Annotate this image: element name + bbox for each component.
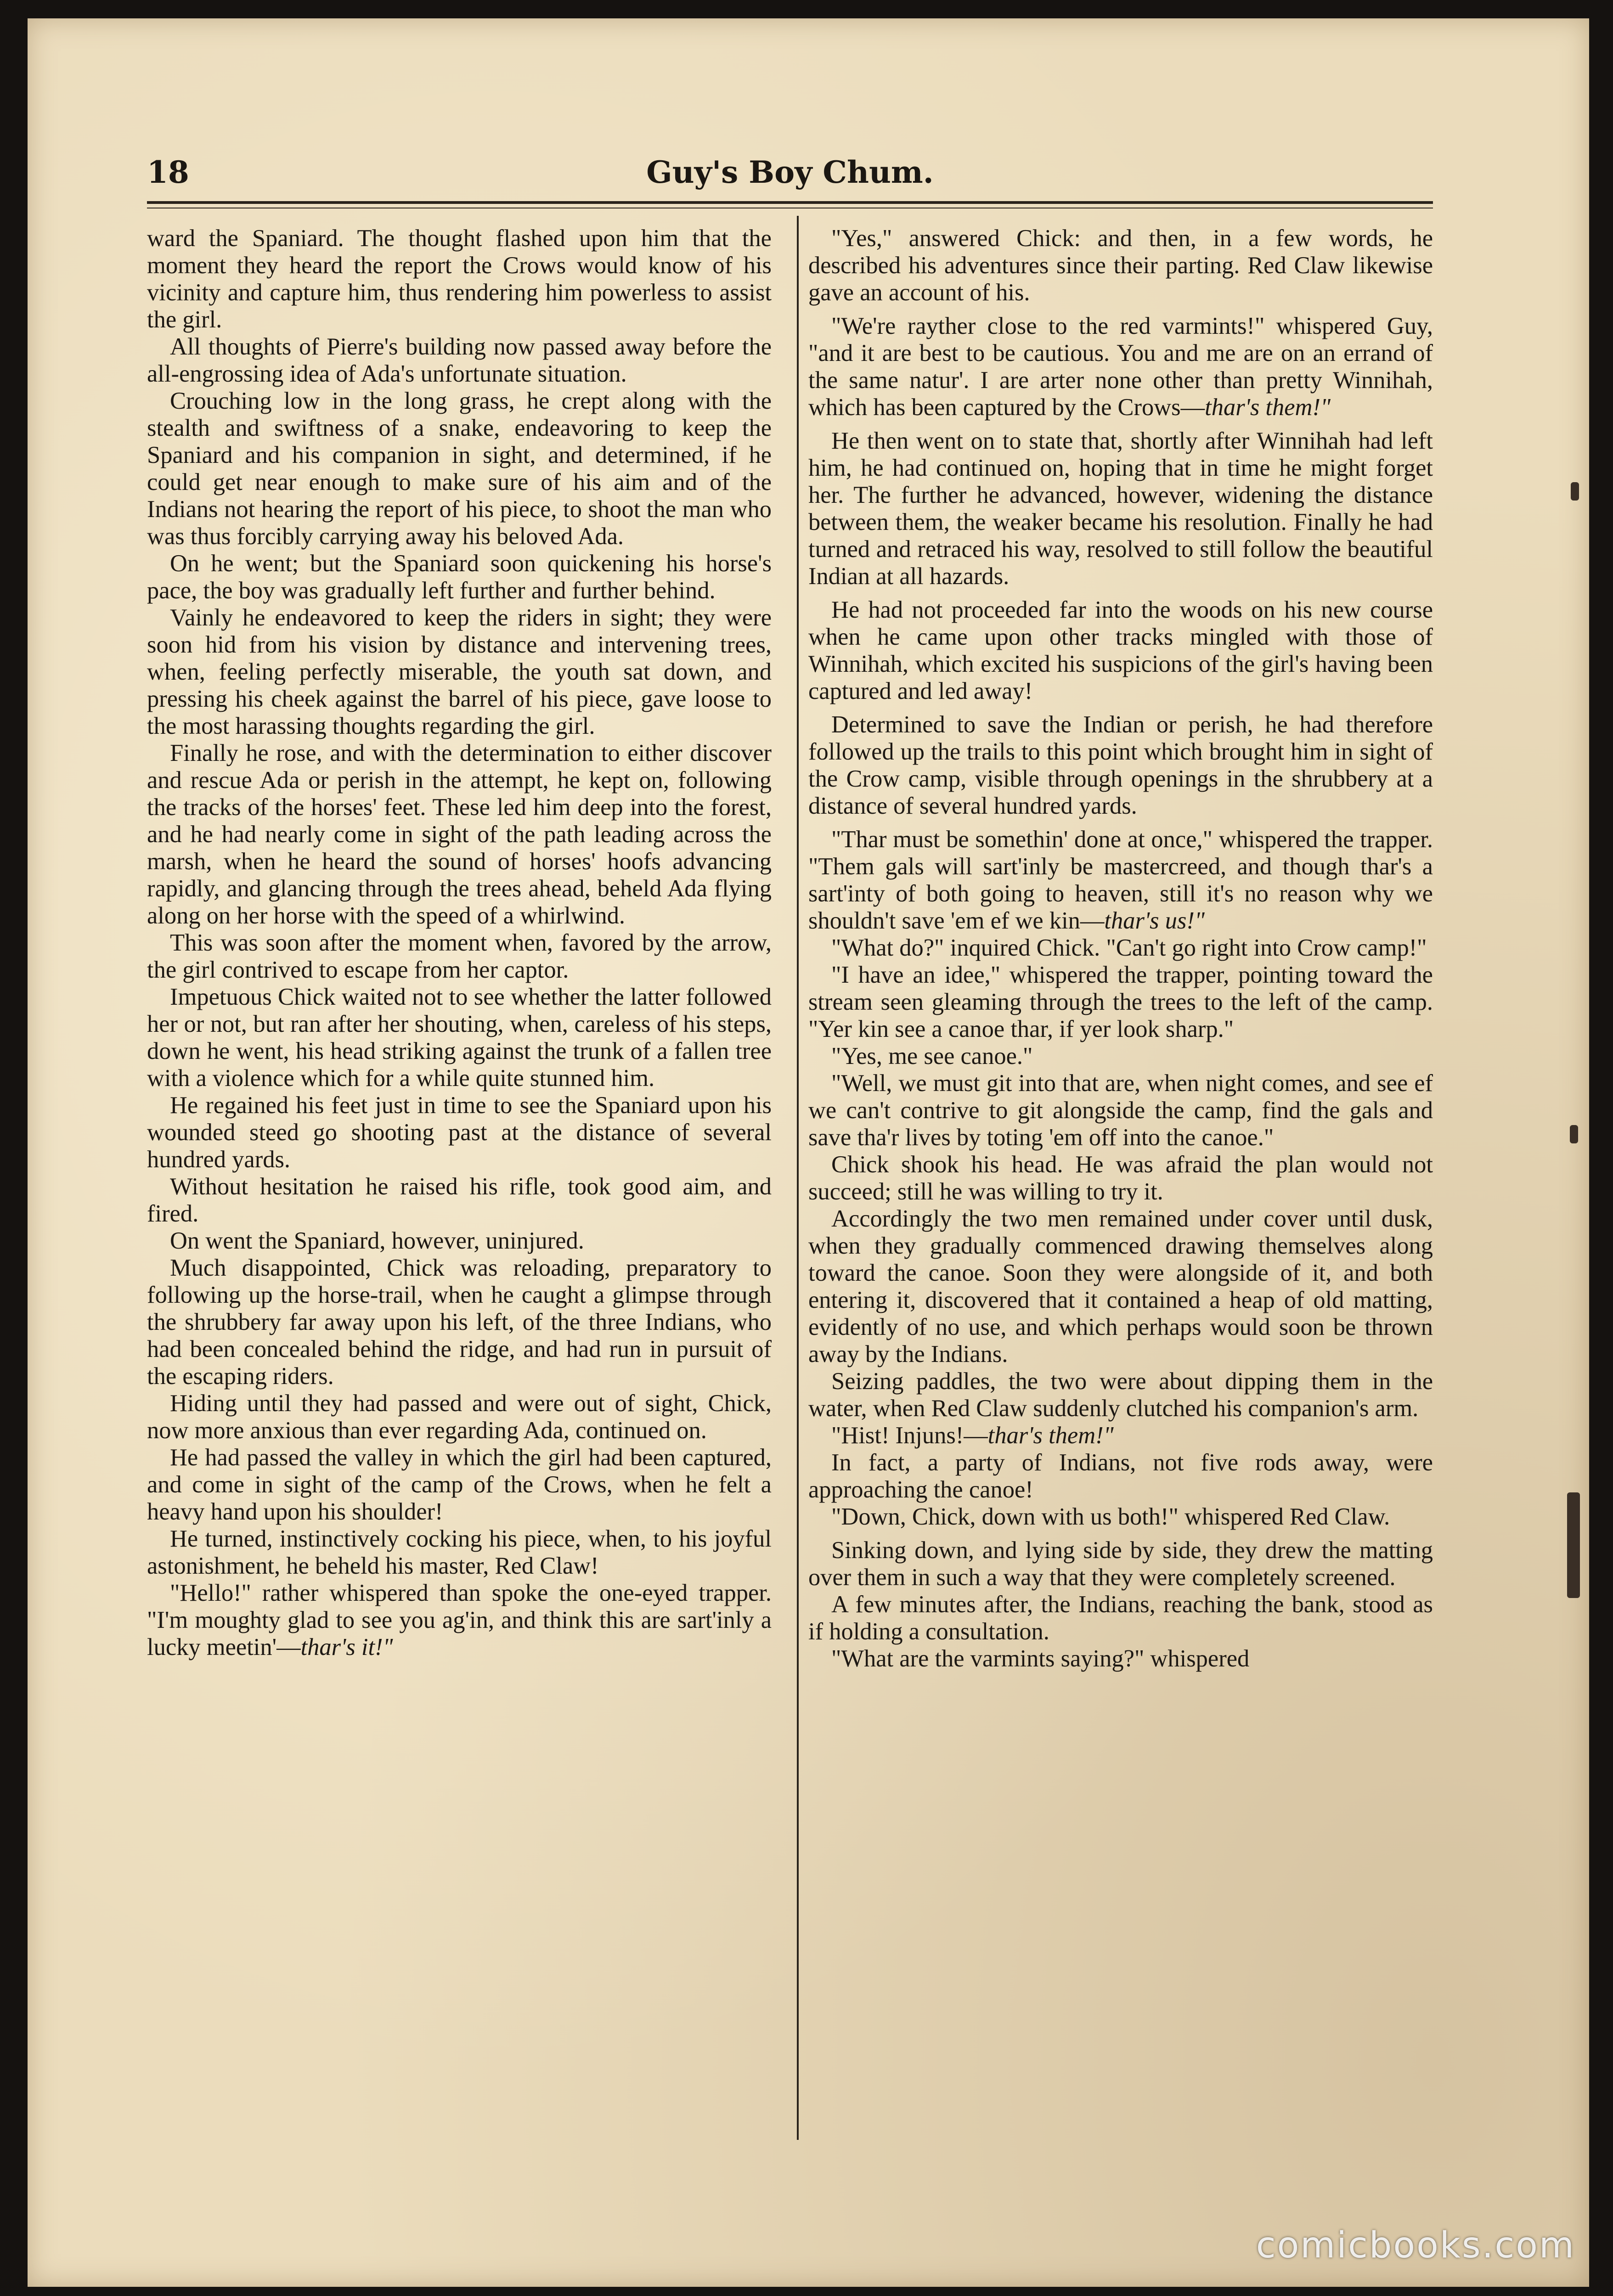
paragraph: On he went; but the Spaniard soon quickening his horse's pace, the boy was gradually left further and further behind. — [147, 550, 772, 604]
right-column — [808, 225, 1433, 2154]
paragraph: "Yes, me see canoe." — [831, 1043, 1033, 1069]
column-rule — [797, 216, 799, 2140]
left-column — [147, 225, 772, 2154]
watermark: comicbooks.com — [1256, 2225, 1575, 2266]
paragraph-text: "Hist! Injuns!— — [831, 1422, 988, 1449]
paragraph: All thoughts of Pierre's building now passed away before the all-engrossing idea of Ada's unfortunate situation. — [147, 333, 772, 387]
paragraph: Hiding until they had passed and were out of sight, Chick, now more anxious than ever regarding Ada, continued on. — [147, 1390, 772, 1444]
page-header — [147, 147, 1433, 197]
paragraph: Accordingly the two men remained under cover until dusk, when they gradually commenced drawing themselves along toward the canoe. Soon they were alongside of it, and both entering it, discovered that it contained a heap of old matting, evidently of no use, and which perhaps would soon be thrown away by the Indians. — [808, 1205, 1433, 1367]
paragraph — [808, 1422, 1433, 1449]
paragraph: On went the Spaniard, however, uninjured. — [170, 1227, 584, 1254]
paragraph — [147, 1580, 772, 1661]
paragraph: This was soon after the moment when, favored by the arrow, the girl contrived to escape from her captor. — [147, 929, 772, 983]
header-rule — [147, 201, 1433, 204]
paragraph: "What do?" inquired Chick. "Can't go right into Crow camp!" — [831, 934, 1427, 961]
paragraph: Sinking down, and lying side by side, they drew the matting over them in such a way that they were completely screened. — [808, 1537, 1433, 1591]
paragraph: "Down, Chick, down with us both!" whispered Red Claw. — [831, 1503, 1390, 1530]
paragraph: Finally he rose, and with the determination to either discover and rescue Ada or perish in the attempt, he kept on, following the tracks of the horses' feet. These led him deep into the forest, and he had nearly come in sight of the path leading across the marsh, when he heard the sound of horses' hoofs advancing rapidly, and glancing through the trees ahead, beheld Ada flying along on her horse with the speed of a whirlwind. — [147, 740, 772, 929]
paragraph: "I have an idee," whispered the trapper, pointing toward the stream seen gleaming through the trees to the left of the camp. "Yer kin see a canoe thar, if yer look sharp." — [808, 962, 1433, 1042]
paragraph: Seizing paddles, the two were about dipping them in the water, when Red Claw suddenly clutched his companion's arm. — [808, 1368, 1433, 1422]
paragraph: Vainly he endeavored to keep the riders in sight; they were soon hid from his vision by distance and intervening trees, when, feeling perfectly miserable, the youth sat down, and pressing his cheek against the barrel of his piece, gave loose to the most harassing thoughts regarding the girl. — [147, 604, 772, 739]
paragraph-text: "Thar must be somethin' done at once," whispered the trapper. "Them gals will sart'inly be mastercreed, and though thar's a sart'inty of both going to heaven, still it's no reason why we shouldn't save 'em ef we kin— — [808, 826, 1433, 934]
italic-phrase: thar's them!" — [987, 1422, 1114, 1449]
paragraph: Chick shook his head. He was afraid the plan would not succeed; still he was willing to try it. — [808, 1151, 1433, 1205]
paragraph: Determined to save the Indian or perish, he had therefore followed up the trails to this point which brought him in sight of the Crow camp, visible through openings in the shrubbery at a distance of several hundred yards. — [808, 711, 1433, 819]
paragraph: Much disappointed, Chick was reloading, preparatory to following up the horse-trail, when he caught a glimpse through the shrubbery far away upon his left, of the three Indians, who had been concealed behind the ridge, and had run in pursuit of the escaping riders. — [147, 1255, 772, 1390]
italic-phrase: thar's us!" — [1104, 907, 1205, 934]
paragraph-text: "Hello!" rather whispered than spoke the one-eyed trapper. "I'm moughty glad to see you ag'in, and think this are sart'inly a lucky meetin'— — [147, 1580, 772, 1660]
paragraph: He had passed the valley in which the girl had been captured, and come in sight of the camp of the Crows, when he felt a heavy hand upon his shoulder! — [147, 1444, 772, 1525]
binding-mark — [1567, 1492, 1580, 1598]
paragraph: He turned, instinctively cocking his piece, when, to his joyful astonishment, he beheld his master, Red Claw! — [147, 1525, 772, 1579]
paragraph: ward the Spaniard. The thought flashed upon him that the moment they heard the report the Crows would know of his vicinity and capture him, thus rendering him powerless to assist the girl. — [147, 225, 772, 333]
paragraph — [808, 826, 1433, 934]
paragraph: "Well, we must git into that are, when night comes, and see ef we can't contrive to git alongside the camp, find the gals and save tha'r lives by toting 'em off into the canoe." — [808, 1070, 1433, 1151]
paragraph: "What are the varmints saying?" whispered — [831, 1645, 1250, 1672]
paragraph: "Yes," answered Chick: and then, in a few words, he described his adventures since their parting. Red Claw likewise gave an account of his. — [808, 225, 1433, 306]
paragraph: Without hesitation he raised his rifle, took good aim, and fired. — [147, 1173, 772, 1227]
italic-phrase: thar's them!" — [1205, 394, 1331, 421]
paragraph: Impetuous Chick waited not to see whether the latter followed her or not, but ran after her shouting, when, careless of his steps, down he went, his head striking against the trunk of a fallen tree with a violence which for a while quite stunned him. — [147, 984, 772, 1092]
binding-mark — [1570, 1125, 1578, 1143]
page-number: 18 — [147, 154, 189, 190]
binding-mark — [1571, 482, 1579, 501]
italic-phrase: thar's it!" — [300, 1634, 393, 1660]
paragraph: He had not proceeded far into the woods on his new course when he came upon other tracks mingled with those of Winnihah, which excited his suspicions of the girl's having been captured and led away! — [808, 597, 1433, 704]
paragraph: In fact, a party of Indians, not five rods away, were approaching the canoe! — [808, 1449, 1433, 1503]
paragraph: A few minutes after, the Indians, reaching the bank, stood as if holding a consultation. — [808, 1591, 1433, 1645]
paragraph: He regained his feet just in time to see the Spaniard upon his wounded steed go shooting past at the distance of several hundred yards. — [147, 1092, 772, 1173]
paragraph: Crouching low in the long grass, he crept along with the stealth and swiftness of a snake, endeavoring to keep the Spaniard and his companion in sight, and determined, if he could get near enough to make sure of his aim and of the Indians not hearing the report of his piece, to shoot the man who was thus forcibly carrying away his beloved Ada. — [147, 388, 772, 550]
running-title: Guy's Boy Chum. — [646, 154, 934, 190]
paragraph — [808, 313, 1433, 421]
paragraph-text: "We're rayther close to the red varmints!" whispered Guy, "and it are best to be cautious. You and me are on an errand of the same natur'. I are arter none other than pretty Winnihah, which has been captured by the Crows— — [808, 313, 1433, 421]
paragraph: He then went on to state that, shortly after Winnihah had left him, he had continued on, hoping that in time he might forget her. The further he advanced, however, widening the distance between them, the weaker became his resolution. Finally he had turned and retraced his way, resolved to still follow the beautiful Indian at all hazards. — [808, 428, 1433, 590]
